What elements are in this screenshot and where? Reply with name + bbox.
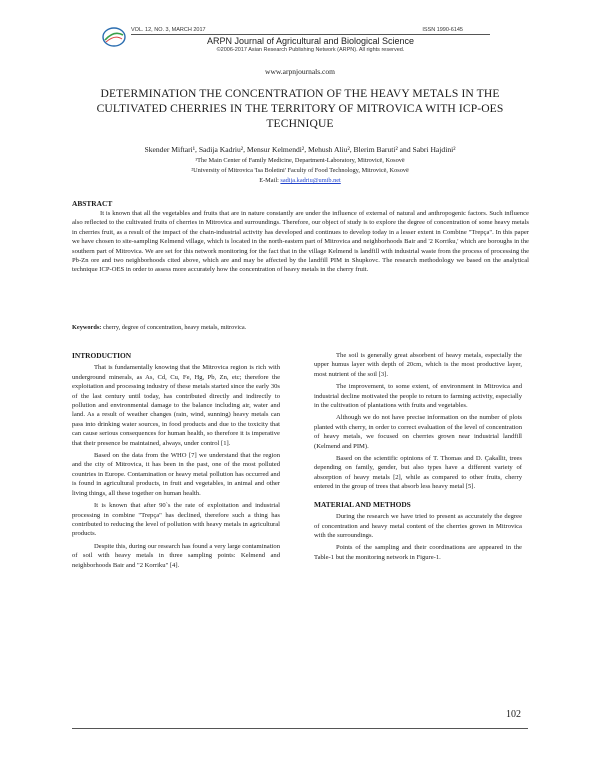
methods-paragraph: During the research we have tried to present as accurately the degree of concentration and heavy metal content of the cherries grown in Mitrovica with the surroundings. (314, 513, 522, 539)
affiliation-1: ¹The Main Center of Family Medicine, Department-Laboratory, Mitrovicë, Kosovë (195, 157, 405, 164)
body-paragraph: The soil is generally great absorbent of heavy metals, especially the upper humus layer with depth of 20cm, which is the most productive layer, most nutrient of the soil [3]. (314, 352, 522, 378)
affiliation-2: ²University of Mitrovica 'Isa Boletini' Faculty of Food Technology, Mitrovicë, Kosovë (191, 167, 409, 174)
keywords-text: cherry, degree of concentration, heavy metals, mitrovica. (102, 324, 247, 331)
header-divider (131, 34, 490, 35)
email-link[interactable]: sadija.kadriu@umib.net (280, 177, 341, 184)
right-column (314, 351, 522, 565)
body-paragraph: Based on the scientific opinions of T. Thomas and D. Çakallit, trees depending on family, gender, but also types have a different variety of absorption of heavy metals [2], while as compared to other fruits, cherry entered in the group of trees that absorb less heavy metal [5]. (314, 455, 522, 491)
body-paragraph: Although we do not have precise information on the number of plots planted with cherry, in order to correct evaluation of the level of concentration of heavy metals, we focused on cherries grown near industrial landfill (Kelmend and PIM). (314, 414, 522, 450)
email-label: E-Mail: (259, 177, 279, 184)
keywords-line (72, 324, 246, 331)
page-number: 102 (506, 709, 521, 720)
intro-paragraph: That is fundamentally knowing that the Mitrovica region is rich with underground minerals, as As, Cd, Cu, Fe, Hg, Pb, Zn, etc; therefore the exploitation and processing industry of these metals started since the early 30s of the last century until today, has contributed directly and indirectly to pollution and environmental damage to the balance including air, water and land. As a result of weather changes (rain, wind, sunning) heavy metals can pass into drinking water sources, in food products and due to the toxicity that can cause serious consequences for human health, so therefore it is imperative that their presence be maintained, always, under control [1]. (72, 364, 280, 447)
email-line (60, 177, 540, 184)
methods-paragraph: Points of the sampling and their coordinations are appeared in the Table-1 but the monitoring network in Figure-1. (314, 544, 522, 561)
arpn-logo-icon (101, 26, 127, 48)
abstract-text: It is known that all the vegetables and fruits that are in nature constantly are under the influence of external of natural and anthropogenic factors. Such influence also reflected to the cultivated fruits of cherries in Mitrovica and surroundings. Therefore, our object of study is to explore the degree of concentration of some heavy metals in cherries fruit, as a result of the impact of the chain-industrial activity has developed and continues to develop today in a lesser extent in Combine "Trepça". In this paper we have chosen to site-sampling Kelmend village, which is located in the north-eastern part of Mitrovica and neighborhoods Bair and '2 Korriku,' which are boroughs in the southern part of Mitrovica. We are set for this network monitoring for the fact that in the village Kelmend is landfill with industrial waste from the process of processing the Pb-Zn ore and two neighborhoods cited above, which are and may be affected by the landfill PIM in Shupkovc. The research methodology we based on the analytical technique ICP-OES in order to assess more accurately how the concentration of heavy metals in the cherry fruit. (72, 210, 529, 274)
left-column (72, 351, 280, 573)
journal-url[interactable]: www.arpnjournals.com (265, 67, 335, 76)
methods-heading: MATERIAL AND METHODS (314, 499, 411, 509)
intro-paragraph: It is known that after 90`s the rate of exploitation and industrial processing in combine "Trepça" has declined, therefore such a thing has contributed to reducing the level of pollution with heavy metals in agricultural products. (72, 502, 280, 538)
intro-paragraph: Based on the data from the WHO [7] we understand that the region and the city of Mitrovica, it has been in the past, one of the most polluted countries in Europe. Contamination or heavy metal pollution has occurred and is found in agricultural products, in fruit and vegetables, in animal and other living things, all these together on human health. (72, 452, 280, 497)
author-list: Skender Miftari¹, Sadija Kadriu², Mensur Kelmendi², Mehush Aliu², Blerim Baruti² and Sabri Hajdini² (144, 145, 456, 154)
header-copyright: ©2006-2017 Asian Research Publishing Network (ARPN). All rights reserved. (216, 47, 405, 53)
abstract-heading: ABSTRACT (72, 199, 113, 208)
journal-name: ARPN Journal of Agricultural and Biological Science (206, 36, 415, 46)
intro-paragraph: Despite this, during our research has found a very large contamination of soil with heavy metals in three sampling points: Kelmend and neighborhoods Bair and "2 Korriku" [4]. (72, 542, 280, 569)
body-paragraph: The improvement, to some extent, of environment in Mitrovica and industrial decline motivated the people to return to farming activity, especially in the cultivation of plantations with fruits and vegetables. (314, 383, 522, 410)
header-volume: VOL. 12, NO. 3, MARCH 2017 (131, 27, 206, 33)
introduction-heading: INTRODUCTION (72, 351, 132, 360)
keywords-label: Keywords: (72, 324, 102, 331)
footer-divider (72, 728, 528, 729)
paper-title: DETERMINATION THE CONCENTRATION OF THE HEAVY METALS IN THE CULTIVATED CHERRIES IN THE TERRITORY OF MITROVICA WITH ICP-OES TECHNIQUE (96, 87, 504, 130)
header-issn: ISSN 1990-6145 (422, 27, 463, 33)
